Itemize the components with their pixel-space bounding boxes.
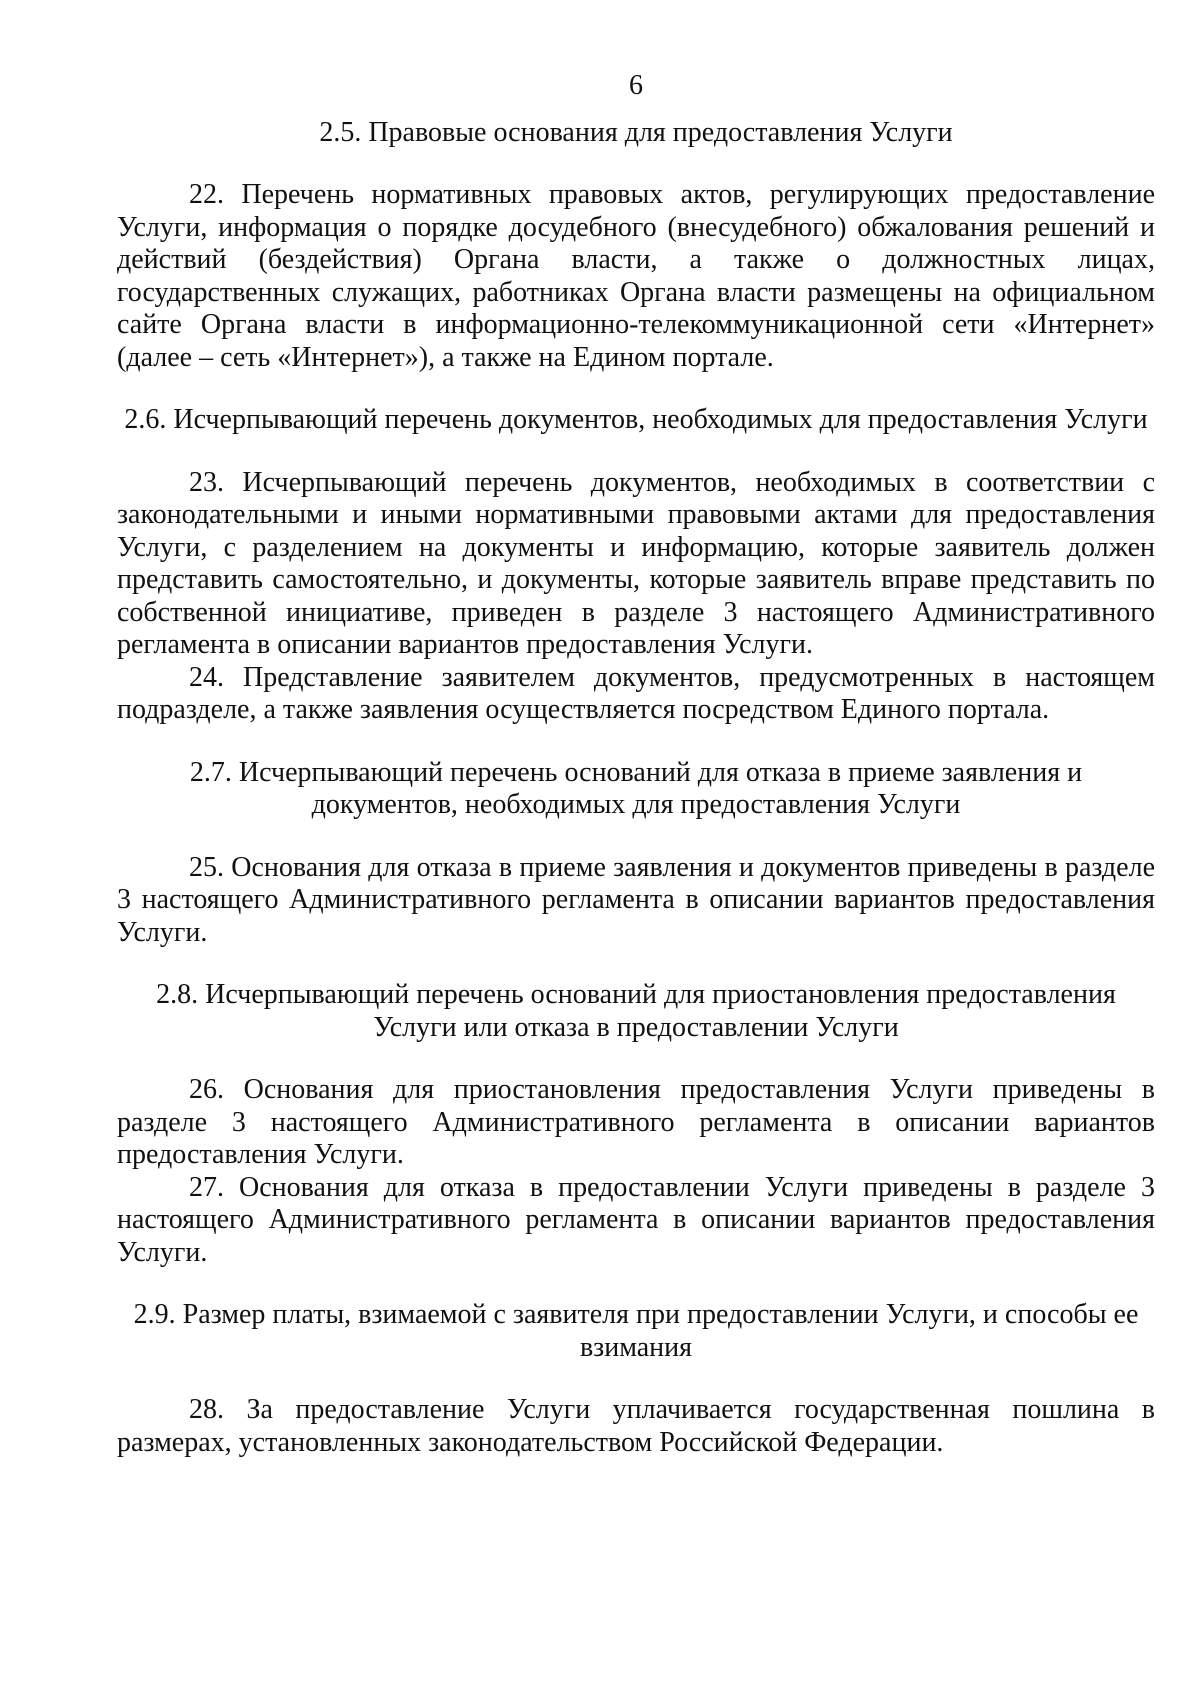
section-2-8 (117, 979, 1155, 1269)
section-heading: 2.7. Исчерпывающий перечень оснований для отказа в приеме заявления и документов, необходимых для предоставления Услуги (189, 756, 1083, 820)
document-page (117, 70, 1155, 1459)
paragraph-22: 22. Перечень нормативных правовых актов, регулирующих предоставление Услуги, информация о порядке досудебного (внесудебного) обжалования решений и действий (бездействия) Органа власти, а также о должностных лицах, государственных служащих, работниках Органа власти размещены на официальном сайте Органа власти в информационно-телекоммуникационной сети «Интернет» (далее – сеть «Интернет»), а также на Едином портале. (117, 179, 1155, 373)
paragraph-27: 27. Основания для отказа в предоставлении Услуги приведены в разделе 3 настоящего Административного регламента в описании вариантов предоставления Услуги. (117, 1171, 1155, 1268)
section-heading: 2.8. Исчерпывающий перечень оснований для приостановления предоставления Услуги или отказа в предоставлении Услуги (156, 979, 1116, 1043)
paragraph-26: 26. Основания для приостановления предоставления Услуги приведены в разделе 3 настоящего Административного регламента в описании вариантов предоставления Услуги. (117, 1074, 1155, 1170)
section-2-5 (117, 117, 1155, 375)
section-heading: 2.5. Правовые основания для предоставления Услуги (319, 116, 953, 148)
page-number: 6 (629, 70, 643, 101)
paragraph-23: 23. Исчерпывающий перечень документов, необходимых в соответствии с законодательными и иными нормативными правовыми актами для предоставления Услуги, с разделением на документы и информацию, которые заявитель должен представить самостоятельно, и документы, которые заявитель вправе представить по собственной инициативе, приведен в разделе 3 настоящего Административного регламента в описании вариантов предоставления Услуги. (117, 466, 1155, 660)
paragraph-28: 28. За предоставление Услуги уплачивается государственная пошлина в размерах, установленных законодательством Российской Федерации. (117, 1394, 1155, 1458)
paragraph-24: 24. Представление заявителем документов, предусмотренных в настоящем подразделе, а также заявления осуществляется посредством Единого портала. (117, 661, 1155, 725)
section-2-6 (117, 404, 1155, 727)
section-heading: 2.6. Исчерпывающий перечень документов, необходимых для предоставления Услуги (124, 404, 1148, 435)
section-heading: 2.9. Размер платы, взимаемой с заявителя при предоставлении Услуги, и способы ее взимания (133, 1299, 1139, 1363)
section-2-9 (117, 1299, 1155, 1459)
section-2-7 (117, 757, 1155, 950)
paragraph-25: 25. Основания для отказа в приеме заявления и документов приведены в разделе 3 настоящего Административного регламента в описании вариантов предоставления Услуги. (117, 851, 1155, 948)
